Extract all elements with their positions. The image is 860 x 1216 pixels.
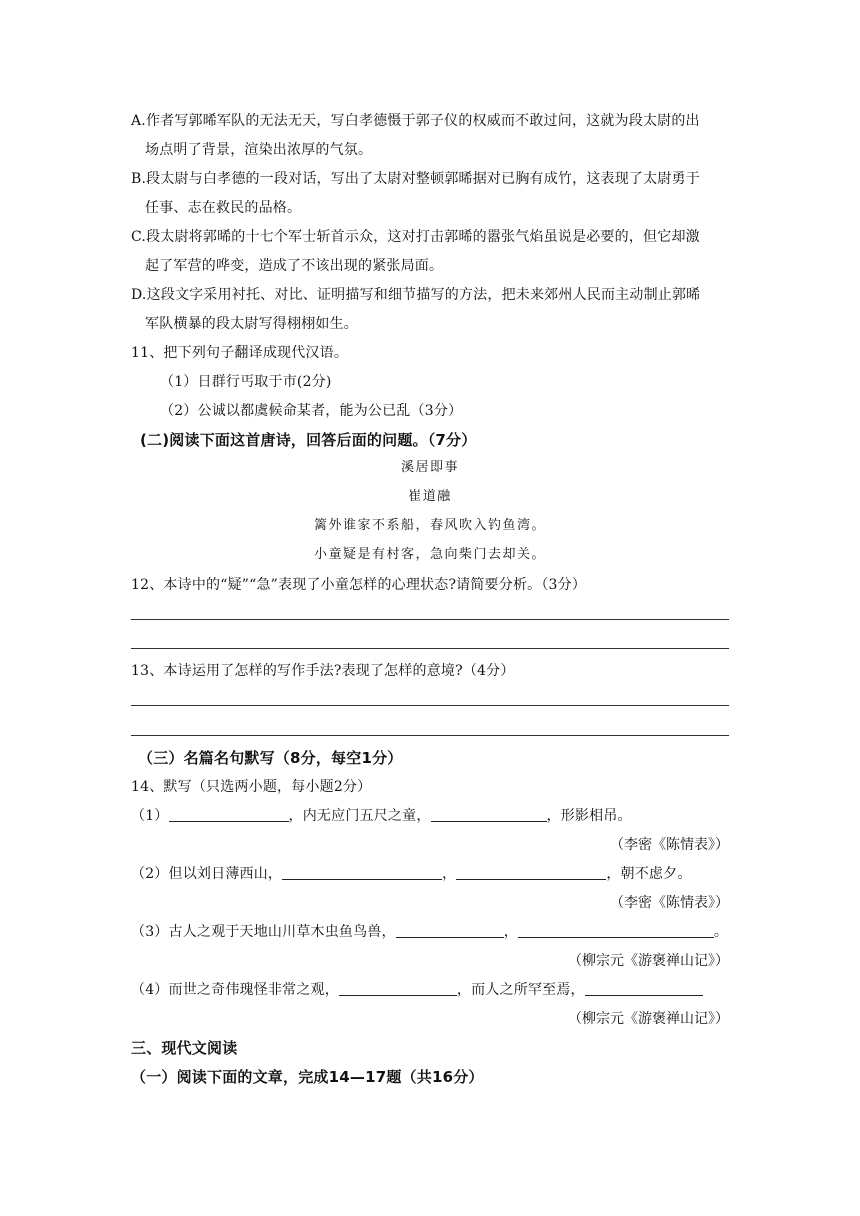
q14-item-3-mid: ， xyxy=(503,924,518,940)
q14-item-2-num: （2） xyxy=(131,866,169,882)
q14-item-4-blank-2[interactable] xyxy=(585,981,703,996)
part3-heading: 三、现代文阅读 xyxy=(131,1039,238,1057)
part3-sub-heading: （一）阅读下面的文章，完成14—17题（共16分） xyxy=(131,1068,484,1086)
q12-answer-line-2[interactable] xyxy=(131,648,729,649)
poem-author: 崔道融 xyxy=(408,489,452,504)
q14-item-1-mid: ，内无应门五尺之童， xyxy=(288,808,431,824)
q14-item-4-mid: ，而人之所罕至焉， xyxy=(456,982,585,998)
q14-item-3-blank-1[interactable] xyxy=(396,923,504,938)
q14-item-2-blank-1[interactable] xyxy=(282,865,442,880)
q14-item-2-source: （李密《陈情表》） xyxy=(610,895,729,911)
q14-item-2-mid: ， xyxy=(442,866,457,882)
q14-item-4-blank-1[interactable] xyxy=(339,981,457,996)
q14-item-3-num: （3） xyxy=(131,924,169,940)
q14-item-2-pre: 但以刘日薄西山， xyxy=(168,866,283,882)
q14-item-3 xyxy=(131,922,728,942)
q14-item-3-pre: 古人之观于天地山川草木虫鱼鸟兽， xyxy=(168,924,396,940)
q11-stem: 11、把下列句子翻译成现代汉语。 xyxy=(131,345,349,361)
q14-item-3-source: （柳宗元《游褒禅山记》） xyxy=(568,953,729,969)
option-c-line2: 起了军营的哗变，造成了不该出现的紧张局面。 xyxy=(145,258,444,274)
q13-answer-line-2[interactable] xyxy=(131,735,729,736)
q11-item-2: （2）公诚以都虞候命某者，能为公已乱（3分） xyxy=(160,403,463,419)
q14-item-4-pre: 而世之奇伟瑰怪非常之观， xyxy=(168,982,339,998)
q14-item-2-end: ，朝不虑夕。 xyxy=(606,866,692,882)
q14-item-1-source: （李密《陈情表》） xyxy=(610,837,729,853)
q14-item-1-blank-2[interactable] xyxy=(431,807,547,822)
option-b-line1: B.段太尉与白孝德的一段对话，写出了太尉对整顿郭晞据对已胸有成竹，这表现了太尉勇于 xyxy=(131,171,700,187)
q14-item-1-end: ，形影相吊。 xyxy=(546,808,632,824)
option-d-line1: D.这段文字采用衬托、对比、证明描写和细节描写的方法，把未来郊州人民而主动制止郭晞 xyxy=(131,287,701,303)
q12-stem: 12、本诗中的“疑”“急”表现了小童怎样的心理状态?请简要分析。（3分） xyxy=(131,577,587,593)
poem-title: 溪居即事 xyxy=(400,460,459,475)
q14-item-1 xyxy=(131,806,632,826)
q14-item-2-blank-2[interactable] xyxy=(456,865,606,880)
q12-answer-line-1[interactable] xyxy=(131,619,729,620)
q14-item-4 xyxy=(131,980,703,1000)
q14-item-3-blank-2[interactable] xyxy=(518,923,714,938)
q14-item-1-num: （1） xyxy=(131,808,169,824)
option-b-line2: 任事、志在救民的品格。 xyxy=(145,200,302,216)
q14-item-1-blank-1[interactable] xyxy=(169,807,289,822)
q11-item-1: （1）日群行丐取于市(2分) xyxy=(160,374,332,390)
poem-line-2: 小童疑是有村客，急向柴门去却关。 xyxy=(313,547,546,562)
q14-item-4-num: （4） xyxy=(131,982,169,998)
q14-item-4-source: （柳宗元《游褒禅山记》） xyxy=(568,1011,729,1027)
option-a-line2: 场点明了背景，渲染出浓厚的气氛。 xyxy=(145,142,373,158)
section3-heading: （三）名篇名句默写（8分，每空1分） xyxy=(138,749,403,767)
q14-item-2 xyxy=(131,864,692,884)
q14-item-3-end: 。 xyxy=(713,924,729,940)
option-c-line1: C.段太尉将郭晞的十七个军士斩首示众，这对打击郭晞的嚣张气焰虽说是必要的，但它却激 xyxy=(131,229,700,245)
q14-stem: 14、默写（只选两小题，每小题2分） xyxy=(131,779,372,795)
q13-answer-line-1[interactable] xyxy=(131,705,729,706)
option-a-line1: A.作者写郭晞军队的无法无天，写白孝德慑于郭子仪的权威而不敢过问，这就为段太尉的出 xyxy=(131,113,700,129)
section2-heading: (二)阅读下面这首唐诗，回答后面的问题。（7分） xyxy=(140,431,477,449)
q13-stem: 13、本诗运用了怎样的写作手法?表现了怎样的意境?（4分） xyxy=(131,663,515,679)
poem-line-1: 篱外谁家不系船，春风吹入钓鱼湾。 xyxy=(313,518,546,533)
option-d-line2: 军队横暴的段太尉写得栩栩如生。 xyxy=(145,316,358,332)
